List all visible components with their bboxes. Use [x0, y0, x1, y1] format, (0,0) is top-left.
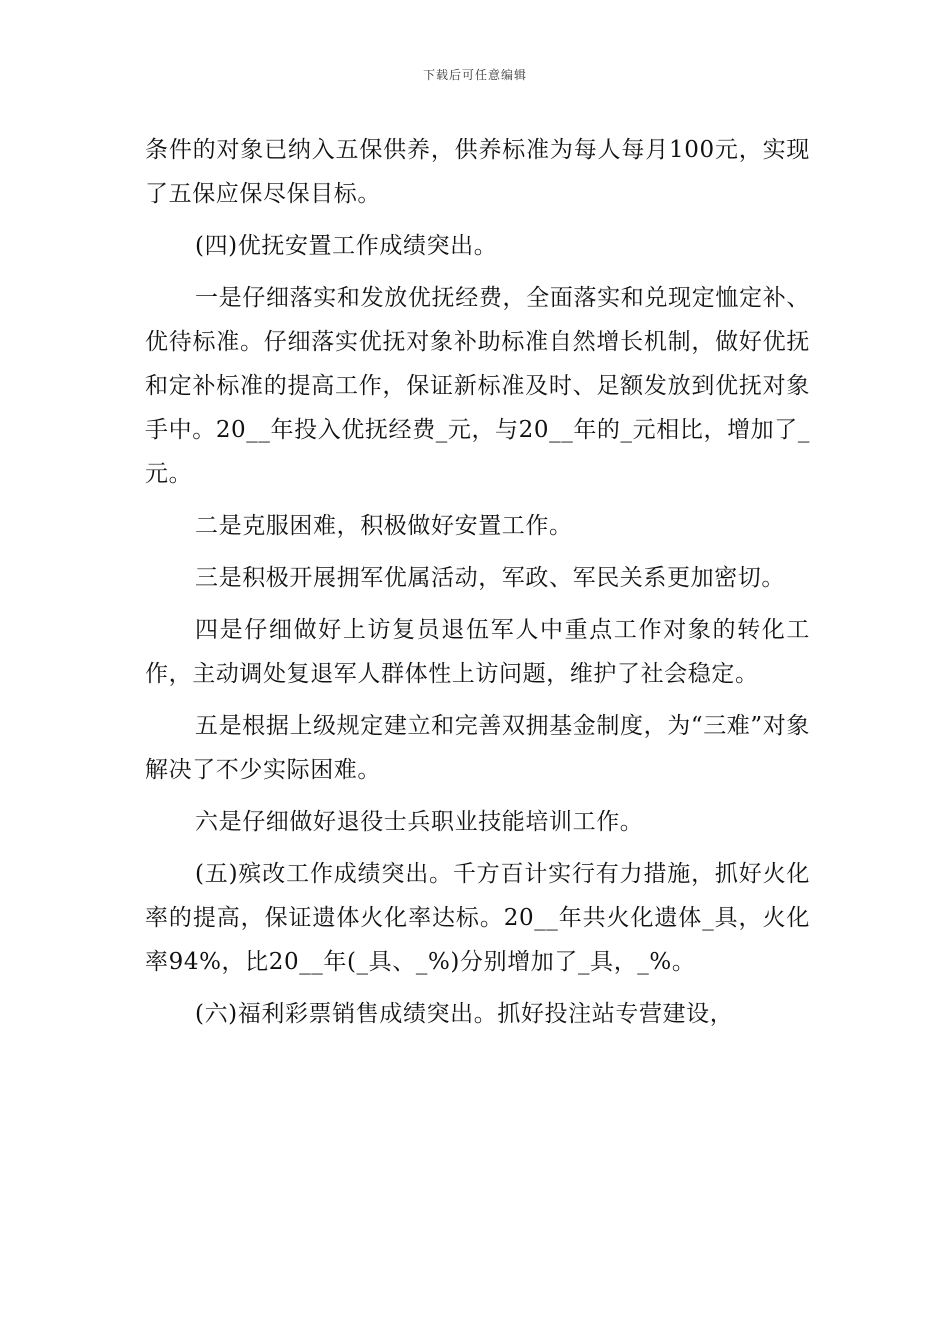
paragraph: 三是积极开展拥军优属活动，军政、军民关系更加密切。 [195, 565, 785, 591]
section-paragraph: (五)殡改工作成绩突出。千方百计实行有力措施，抓好火化率的提高，保证遗体火化率达标。20__年共火化遗体_具，火化率94%，比20__年(_具、_%)分别增加了_具，_%。 [145, 861, 810, 975]
paragraph: 一是仔细落实和发放优抚经费，全面落实和兑现定恤定补、优待标准。仔细落实优抚对象补助标准自然增长机制，做好优抚和定补标准的提高工作，保证新标准及时、足额发放到优抚对象手中。20__年投入优抚经费_元，与20__年的_元相比，增加了_元。 [145, 285, 810, 487]
paragraph: 六是仔细做好退役士兵职业技能培训工作。 [195, 809, 644, 835]
section-heading: (四)优抚安置工作成绩突出。 [195, 233, 498, 259]
paragraph: 二是克服困难，积极做好安置工作。 [195, 513, 573, 539]
paragraph: 四是仔细做好上访复员退伍军人中重点工作对象的转化工作，主动调处复退军人群体性上访问题，维护了社会稳定。 [145, 617, 810, 687]
page-header-note: 下载后可任意编辑 [422, 68, 527, 82]
paragraph: 五是根据上级规定建立和完善双拥基金制度，为“三难”对象解决了不少实际困难。 [145, 713, 810, 783]
paragraph: 条件的对象已纳入五保供养，供养标准为每人每月100元，实现了五保应保尽保目标。 [145, 137, 810, 207]
section-paragraph: (六)福利彩票销售成绩突出。抓好投注站专营建设， [195, 1001, 734, 1027]
document-body [145, 128, 810, 1036]
